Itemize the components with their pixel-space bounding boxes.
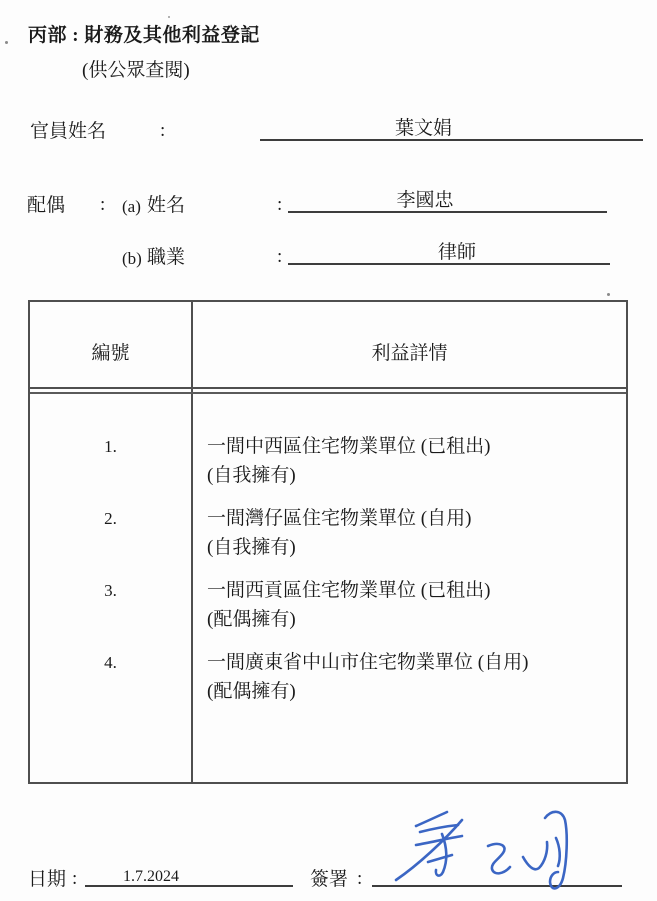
row-number: 2. [104, 509, 117, 528]
row-detail [191, 576, 626, 634]
row-detail-line2: (配偶擁有) [207, 681, 296, 702]
spouse-occupation-value: 律師 [437, 242, 476, 263]
handwritten-signature [390, 795, 640, 900]
row-detail [191, 648, 626, 706]
table-header-separator [30, 387, 626, 389]
scan-speck [5, 41, 8, 44]
date-colon: : [72, 868, 78, 889]
spouse-row-b-index: (b) [122, 249, 142, 268]
row-detail [191, 432, 626, 490]
signature-strokes [396, 812, 567, 889]
table-header-number: 編號 [91, 343, 130, 364]
spouse-name-field [288, 188, 607, 213]
spouse-row-a-index: (a) [122, 197, 141, 216]
date-value: 1.7.2024 [123, 868, 179, 885]
officer-name-colon: : [160, 120, 166, 141]
row-number: 3. [104, 581, 117, 600]
row-detail-line1: 一間中西區住宅物業單位 (已租出) [207, 436, 491, 457]
row-detail-line1: 一間西貢區住宅物業單位 (已租出) [207, 580, 491, 601]
table-body [30, 394, 626, 782]
signature-colon: : [357, 868, 363, 889]
row-detail-line1: 一間廣東省中山市住宅物業單位 (自用) [207, 652, 529, 673]
officer-name-label: 官員姓名 [30, 121, 107, 142]
officer-name-value: 葉文娟 [394, 118, 452, 139]
row-number: 4. [104, 653, 117, 672]
spouse-name-colon: : [277, 194, 283, 215]
spouse-label: 配偶 [27, 195, 66, 216]
spouse-name-label: 姓名 [147, 195, 186, 216]
row-detail-line2: (自我擁有) [207, 465, 296, 486]
page-title: 丙部 : 財務及其他利益登記 [28, 25, 260, 46]
table-header-detail: 利益詳情 [371, 343, 448, 364]
spouse-occupation-label: 職業 [147, 247, 186, 268]
table-row [30, 432, 626, 490]
interests-table [28, 300, 628, 784]
spouse-colon: : [100, 194, 106, 215]
page-subtitle: (供公眾查閱) [82, 60, 190, 81]
officer-name-field [260, 116, 643, 141]
table-row [30, 648, 626, 706]
row-detail [191, 504, 626, 562]
table-row [30, 504, 626, 562]
row-number: 1. [104, 437, 117, 456]
row-detail-line2: (配偶擁有) [207, 609, 296, 630]
scan-speck [607, 293, 610, 296]
date-field [85, 866, 293, 887]
spouse-occupation-field [288, 240, 610, 265]
spouse-name-value: 李國忠 [396, 190, 454, 211]
date-label: 日期 [28, 869, 67, 890]
scan-speck [168, 16, 170, 18]
row-detail-line2: (自我擁有) [207, 537, 296, 558]
spouse-occupation-colon: : [277, 246, 283, 267]
row-detail-line1: 一間灣仔區住宅物業單位 (自用) [207, 508, 472, 529]
signature-label: 簽署 [310, 869, 349, 890]
table-row [30, 576, 626, 634]
